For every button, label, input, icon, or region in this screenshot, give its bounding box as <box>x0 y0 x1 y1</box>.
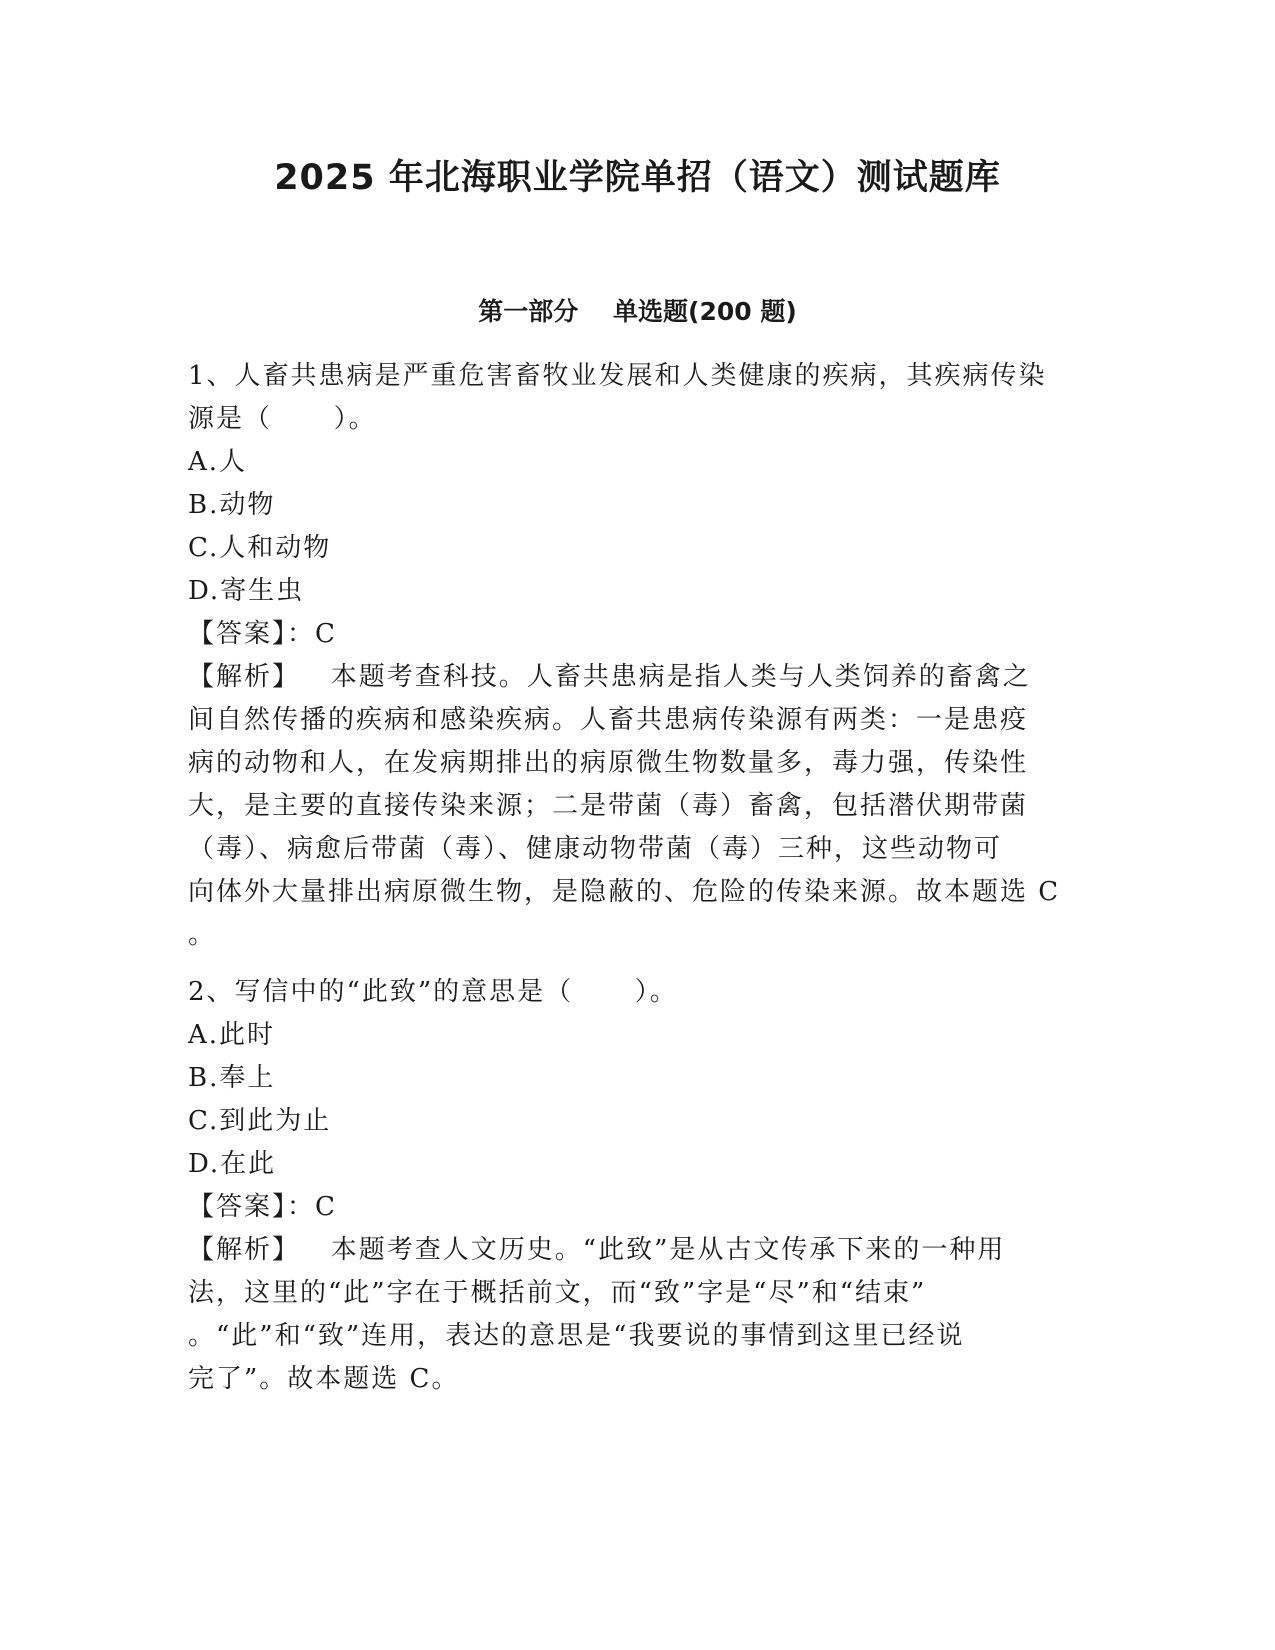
analysis-line: 间自然传播的疾病和感染疾病。人畜共患病传染源有两类：一是患疫 <box>188 705 1029 735</box>
option-c: C.到此为止 <box>188 1106 332 1136</box>
question-1 <box>188 355 1088 957</box>
analysis-line: 完了”。故本题选 C。 <box>188 1364 460 1394</box>
analysis-line: 向体外大量排出病原微生物，是隐蔽的、危险的传染来源。故本题选 C <box>188 877 1061 907</box>
answer-line: 【答案】：C <box>188 619 337 649</box>
question-spacer <box>188 957 1088 971</box>
option-d: D.在此 <box>188 1149 277 1179</box>
answer-line: 【答案】：C <box>188 1192 337 1222</box>
question-stem-line: 1、人畜共患病是严重危害畜牧业发展和人类健康的疾病，其疾病传染 <box>188 361 1047 391</box>
analysis-line: 【解析】 本题考查人文历史。“此致”是从古文传承下来的一种用 <box>188 1235 1006 1265</box>
option-d: D.寄生虫 <box>188 576 305 606</box>
option-a: A.人 <box>188 447 248 477</box>
analysis-line: 大，是主要的直接传染来源；二是带菌（毒）畜禽，包括潜伏期带菌 <box>188 791 1029 821</box>
analysis-line: 。“此”和“致”连用，表达的意思是“我要说的事情到这里已经说 <box>188 1321 965 1351</box>
document-title: 2025 年北海职业学院单招（语文）测试题库 <box>274 158 1001 198</box>
analysis-line: 【解析】 本题考查科技。人畜共患病是指人类与人类饲养的畜禽之 <box>188 662 1031 692</box>
option-c: C.人和动物 <box>188 533 332 563</box>
question-stem-line: 源是（ ）。 <box>188 404 377 434</box>
option-b: B.奉上 <box>188 1063 276 1093</box>
question-list <box>188 355 1088 1401</box>
question-stem-line: 2、写信中的“此致”的意思是（ ）。 <box>188 977 678 1007</box>
option-b: B.动物 <box>188 490 276 520</box>
analysis-line: 法，这里的“此”字在于概括前文，而“致”字是“尽”和“结束” <box>188 1278 927 1308</box>
analysis-line: （毒）、病愈后带菌（毒）、健康动物带菌（毒）三种，这些动物可 <box>188 834 1003 864</box>
option-a: A.此时 <box>188 1020 276 1050</box>
question-2 <box>188 971 1088 1401</box>
section-title: 第一部分 单选题(200 题) <box>478 297 797 326</box>
analysis-line: 。 <box>188 920 217 950</box>
analysis-line: 病的动物和人，在发病期排出的病原微生物数量多，毒力强，传染性 <box>188 748 1029 778</box>
